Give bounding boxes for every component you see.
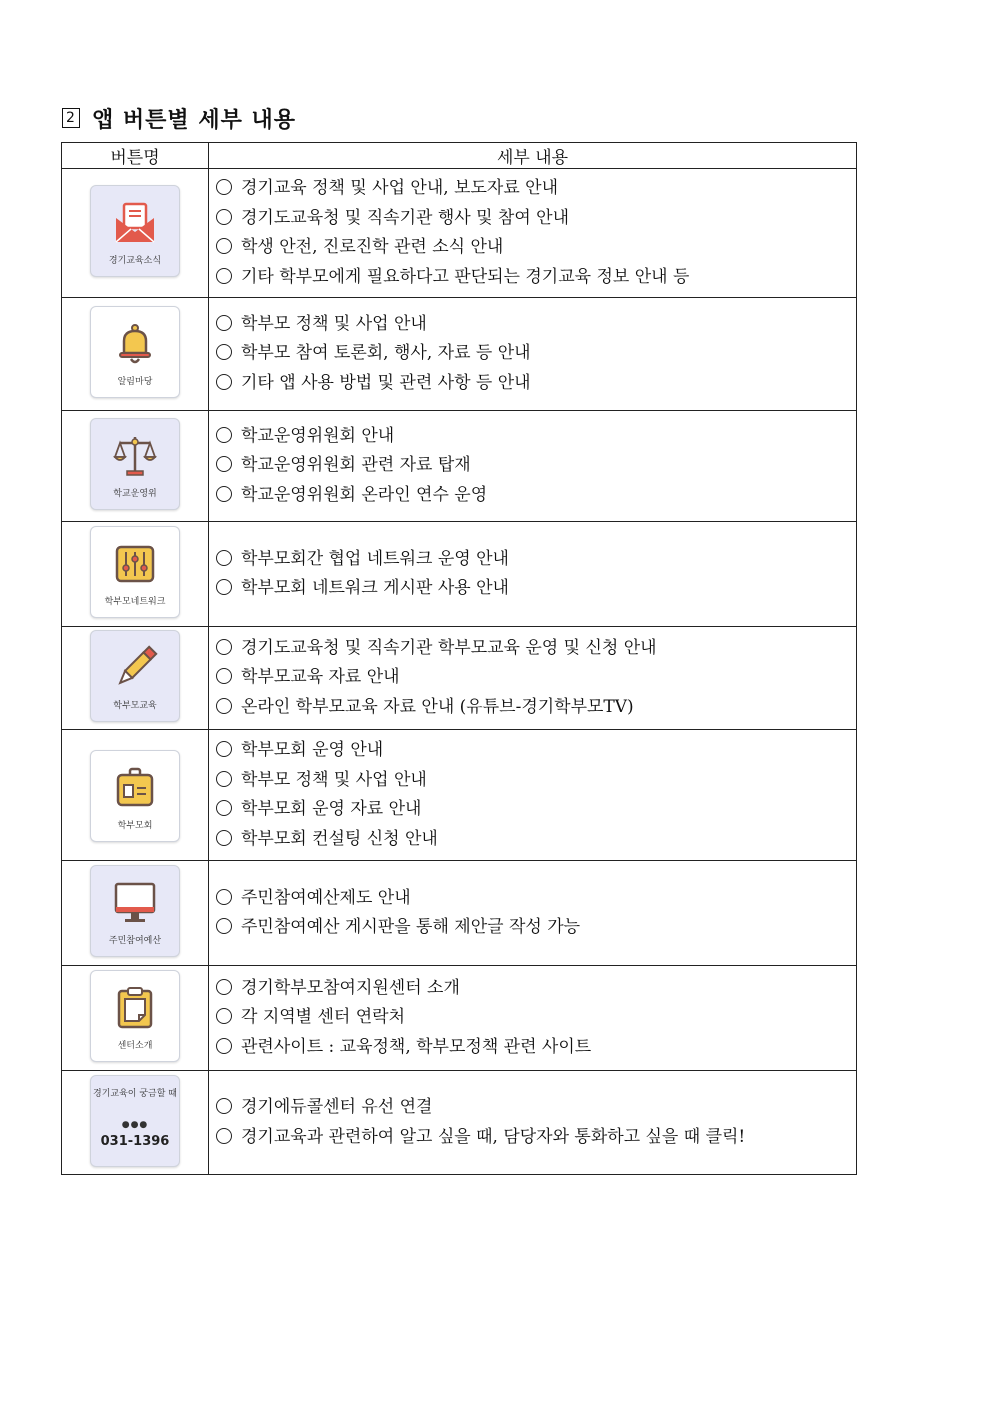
circle-bullet-icon — [216, 1008, 232, 1024]
detail-line — [216, 913, 856, 943]
detail-line — [216, 422, 856, 452]
circle-bullet-icon — [216, 771, 232, 787]
app-button-label: 학부모회 — [117, 821, 153, 831]
section-title: 앱 버튼별 세부 내용 — [92, 106, 296, 133]
table-row — [62, 1071, 857, 1175]
button-cell — [62, 1071, 209, 1175]
detail-line — [216, 1033, 856, 1063]
button-cell — [62, 169, 209, 298]
table-row — [62, 411, 857, 522]
button-detail-table — [61, 142, 857, 1175]
scales-icon — [91, 433, 179, 479]
dots-icon: ●●● — [121, 1119, 149, 1130]
button-cell — [62, 627, 209, 730]
detail-text: 학생 안전, 진로진학 관련 소식 안내 — [241, 237, 504, 257]
detail-text: 경기도교육청 및 직속기관 행사 및 참여 안내 — [241, 207, 570, 228]
detail-line — [216, 974, 856, 1004]
circle-bullet-icon — [216, 344, 232, 360]
detail-text: 학부모 정책 및 사업 안내 — [241, 313, 427, 334]
app-button-card[interactable] — [90, 1075, 180, 1167]
app-button-card[interactable] — [90, 865, 180, 957]
circle-bullet-icon — [216, 1098, 232, 1114]
detail-line — [216, 369, 856, 399]
app-button-label: 학부모네트워크 — [104, 597, 166, 607]
circle-bullet-icon — [216, 374, 232, 390]
detail-line — [216, 766, 856, 796]
detail-cell — [209, 411, 857, 522]
phone-number: 031-1396 — [100, 1133, 170, 1149]
detail-cell — [209, 861, 857, 966]
circle-bullet-icon — [216, 268, 232, 284]
detail-line — [216, 693, 856, 723]
table-row — [62, 522, 857, 627]
detail-text: 온라인 학부모교육 자료 안내 (유튜브-경기학부모TV) — [241, 696, 634, 717]
table-header-row — [62, 143, 857, 169]
detail-line — [216, 339, 856, 369]
circle-bullet-icon — [216, 238, 232, 254]
button-cell — [62, 298, 209, 411]
table-row — [62, 627, 857, 730]
circle-bullet-icon — [216, 668, 232, 684]
detail-line — [216, 233, 856, 263]
detail-cell — [209, 522, 857, 627]
detail-line — [216, 1003, 856, 1033]
circle-bullet-icon — [216, 456, 232, 472]
circle-bullet-icon — [216, 550, 232, 566]
circle-bullet-icon — [216, 800, 232, 816]
detail-line — [216, 634, 856, 664]
detail-line — [216, 1093, 856, 1123]
detail-text: 기타 앱 사용 방법 및 관련 사항 등 안내 — [241, 372, 531, 393]
app-button-card[interactable] — [90, 526, 180, 618]
envelope-icon — [91, 200, 179, 246]
app-button-label: 센터소개 — [117, 1041, 153, 1051]
circle-bullet-icon — [216, 639, 232, 655]
detail-line — [216, 481, 856, 511]
detail-text: 학부모회 운영 자료 안내 — [241, 799, 422, 819]
detail-text: 각 지역별 센터 연락처 — [241, 1007, 406, 1028]
section-number: 2 — [62, 108, 80, 128]
sliders-icon — [91, 541, 179, 587]
detail-line — [216, 825, 856, 855]
app-button-label: 학교운영위 — [113, 489, 157, 499]
detail-text: 경기도교육청 및 직속기관 학부모교육 운영 및 신청 안내 — [241, 637, 657, 658]
monitor-icon — [91, 880, 179, 926]
detail-cell — [209, 627, 857, 730]
button-cell — [62, 411, 209, 522]
section-heading — [62, 102, 296, 134]
circle-bullet-icon — [216, 427, 232, 443]
circle-bullet-icon — [216, 979, 232, 995]
detail-line — [216, 795, 856, 825]
detail-line — [216, 1123, 856, 1153]
table-row — [62, 169, 857, 298]
table-row — [62, 966, 857, 1071]
detail-text: 주민참여예산제도 안내 — [241, 887, 411, 908]
clipboard-icon — [91, 985, 179, 1031]
circle-bullet-icon — [216, 741, 232, 757]
detail-text: 경기교육과 관련하여 알고 싶을 때, 담당자와 통화하고 싶을 때 클릭! — [241, 1126, 746, 1147]
detail-text: 학부모회 컨설팅 신청 안내 — [241, 828, 438, 849]
detail-cell — [209, 169, 857, 298]
circle-bullet-icon — [216, 486, 232, 502]
button-cell — [62, 522, 209, 627]
detail-line — [216, 736, 856, 766]
header-details: 세부 내용 — [209, 143, 857, 169]
detail-text: 경기교육 정책 및 사업 안내, 보도자료 안내 — [241, 178, 559, 198]
detail-line — [216, 884, 856, 914]
button-cell — [62, 730, 209, 861]
circle-bullet-icon — [216, 918, 232, 934]
detail-line — [216, 204, 856, 234]
detail-text: 경기학부모참여지원센터 소개 — [241, 977, 460, 998]
detail-text: 관련사이트 : 교육정책, 학부모정책 관련 사이트 — [241, 1036, 592, 1057]
detail-text: 학교운영위원회 안내 — [241, 425, 395, 446]
call-card-caption: 경기교육이 궁금할 때 — [93, 1088, 177, 1099]
detail-text: 학부모교육 자료 안내 — [241, 667, 400, 688]
detail-cell — [209, 730, 857, 861]
app-button-card[interactable] — [90, 630, 180, 722]
detail-cell — [209, 966, 857, 1071]
detail-cell — [209, 298, 857, 411]
detail-text: 학부모회간 협업 네트워크 운영 안내 — [241, 548, 509, 569]
app-button-label: 학부모교육 — [113, 701, 157, 711]
detail-text: 학교운영위원회 관련 자료 탑재 — [241, 455, 471, 476]
pencil-icon — [91, 645, 179, 691]
detail-line — [216, 310, 856, 340]
bell-icon — [91, 321, 179, 367]
detail-line — [216, 174, 856, 204]
table-row — [62, 730, 857, 861]
detail-line — [216, 663, 856, 693]
header-button-name: 버튼명 — [62, 143, 209, 169]
app-button-card[interactable] — [90, 306, 180, 398]
app-button-card[interactable] — [90, 970, 180, 1062]
detail-text: 기타 학부모에게 필요하다고 판단되는 경기교육 정보 안내 등 — [241, 266, 690, 287]
circle-bullet-icon — [216, 698, 232, 714]
app-button-label: 경기교육소식 — [108, 256, 162, 266]
detail-line — [216, 574, 856, 604]
app-button-label: 알림마당 — [117, 377, 153, 387]
circle-bullet-icon — [216, 209, 232, 225]
detail-text: 주민참여예산 게시판을 통해 제안글 작성 가능 — [241, 917, 581, 937]
circle-bullet-icon — [216, 579, 232, 595]
table-row — [62, 298, 857, 411]
detail-text: 경기에듀콜센터 유선 연결 — [241, 1097, 433, 1117]
detail-line — [216, 263, 856, 293]
circle-bullet-icon — [216, 830, 232, 846]
circle-bullet-icon — [216, 1038, 232, 1054]
circle-bullet-icon — [216, 315, 232, 331]
table-row — [62, 861, 857, 966]
detail-text: 학부모 참여 토론회, 행사, 자료 등 안내 — [241, 343, 531, 364]
circle-bullet-icon — [216, 889, 232, 905]
detail-text: 학교운영위원회 온라인 연수 운영 — [241, 484, 488, 505]
detail-line — [216, 545, 856, 575]
app-button-label: 주민참여예산 — [108, 936, 162, 946]
app-button-card[interactable] — [90, 185, 180, 277]
id-badge-icon — [91, 765, 179, 811]
app-button-card[interactable] — [90, 418, 180, 510]
button-cell — [62, 966, 209, 1071]
app-button-card[interactable] — [90, 750, 180, 842]
circle-bullet-icon — [216, 1128, 232, 1144]
circle-bullet-icon — [216, 179, 232, 195]
detail-text: 학부모회 운영 안내 — [241, 740, 384, 760]
detail-cell — [209, 1071, 857, 1175]
detail-line — [216, 451, 856, 481]
detail-text: 학부모회 네트워크 게시판 사용 안내 — [241, 578, 509, 598]
detail-text: 학부모 정책 및 사업 안내 — [241, 769, 427, 790]
button-cell — [62, 861, 209, 966]
